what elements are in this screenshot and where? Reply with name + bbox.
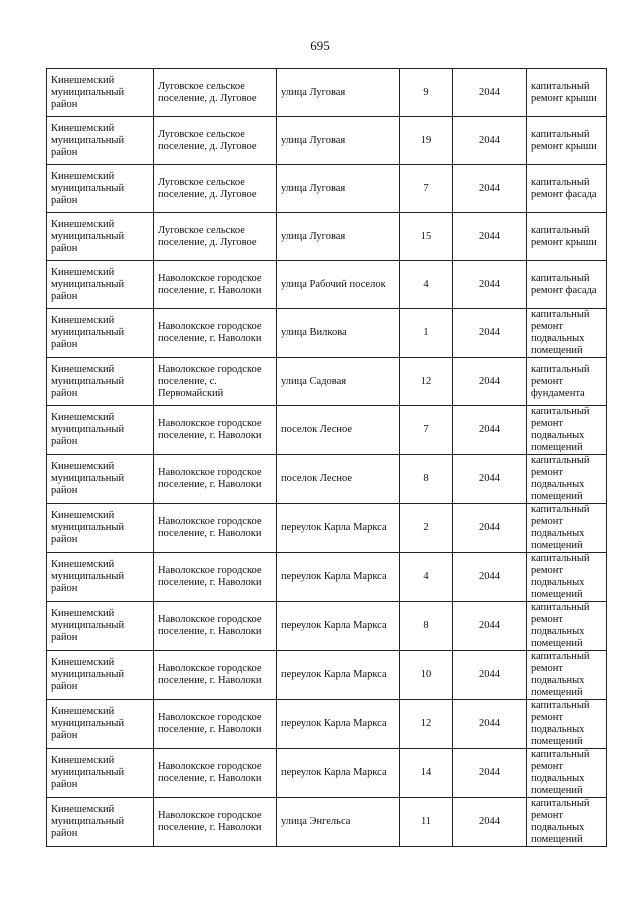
repair-schedule-table bbox=[46, 68, 607, 847]
year-cell: 2044 bbox=[453, 406, 527, 455]
house-number-cell: 7 bbox=[400, 406, 453, 455]
house-number-cell: 9 bbox=[400, 69, 453, 117]
district-cell: Кинешемский муниципальный район bbox=[47, 602, 154, 651]
year-cell: 2044 bbox=[453, 749, 527, 798]
work-type-cell: капитальный ремонт крыши bbox=[527, 117, 607, 165]
table-row bbox=[47, 700, 607, 749]
year-cell: 2044 bbox=[453, 553, 527, 602]
table-body bbox=[47, 69, 607, 847]
work-type-cell: капитальный ремонт подвальных помещений bbox=[527, 455, 607, 504]
work-type-cell: капитальный ремонт подвальных помещений bbox=[527, 700, 607, 749]
street-cell: улица Вилкова bbox=[277, 309, 400, 358]
district-cell: Кинешемский муниципальный район bbox=[47, 213, 154, 261]
year-cell: 2044 bbox=[453, 602, 527, 651]
work-type-cell: капитальный ремонт фундамента bbox=[527, 358, 607, 406]
settlement-cell: Наволокское городское поселение, г. Наволоки bbox=[154, 798, 277, 847]
table-row bbox=[47, 749, 607, 798]
year-cell: 2044 bbox=[453, 117, 527, 165]
district-cell: Кинешемский муниципальный район bbox=[47, 651, 154, 700]
street-cell: улица Луговая bbox=[277, 165, 400, 213]
street-cell: улица Садовая bbox=[277, 358, 400, 406]
settlement-cell: Наволокское городское поселение, г. Наволоки bbox=[154, 700, 277, 749]
district-cell: Кинешемский муниципальный район bbox=[47, 553, 154, 602]
settlement-cell: Наволокское городское поселение, с. Первомайский bbox=[154, 358, 277, 406]
district-cell: Кинешемский муниципальный район bbox=[47, 69, 154, 117]
table-row bbox=[47, 553, 607, 602]
house-number-cell: 4 bbox=[400, 553, 453, 602]
work-type-cell: капитальный ремонт фасада bbox=[527, 261, 607, 309]
district-cell: Кинешемский муниципальный район bbox=[47, 798, 154, 847]
year-cell: 2044 bbox=[453, 213, 527, 261]
year-cell: 2044 bbox=[453, 455, 527, 504]
year-cell: 2044 bbox=[453, 309, 527, 358]
house-number-cell: 12 bbox=[400, 700, 453, 749]
street-cell: переулок Карла Маркса bbox=[277, 504, 400, 553]
house-number-cell: 19 bbox=[400, 117, 453, 165]
year-cell: 2044 bbox=[453, 651, 527, 700]
settlement-cell: Наволокское городское поселение, г. Наволоки bbox=[154, 406, 277, 455]
table-row bbox=[47, 165, 607, 213]
house-number-cell: 12 bbox=[400, 358, 453, 406]
settlement-cell: Наволокское городское поселение, г. Наволоки bbox=[154, 553, 277, 602]
district-cell: Кинешемский муниципальный район bbox=[47, 358, 154, 406]
table-row bbox=[47, 602, 607, 651]
house-number-cell: 14 bbox=[400, 749, 453, 798]
street-cell: переулок Карла Маркса bbox=[277, 651, 400, 700]
table-row bbox=[47, 309, 607, 358]
settlement-cell: Наволокское городское поселение, г. Наволоки bbox=[154, 651, 277, 700]
house-number-cell: 11 bbox=[400, 798, 453, 847]
settlement-cell: Наволокское городское поселение, г. Наволоки bbox=[154, 455, 277, 504]
street-cell: улица Луговая bbox=[277, 117, 400, 165]
street-cell: переулок Карла Маркса bbox=[277, 553, 400, 602]
table-row bbox=[47, 261, 607, 309]
work-type-cell: капитальный ремонт подвальных помещений bbox=[527, 504, 607, 553]
work-type-cell: капитальный ремонт подвальных помещений bbox=[527, 798, 607, 847]
settlement-cell: Наволокское городское поселение, г. Наволоки bbox=[154, 602, 277, 651]
house-number-cell: 8 bbox=[400, 602, 453, 651]
table-row bbox=[47, 117, 607, 165]
work-type-cell: капитальный ремонт подвальных помещений bbox=[527, 651, 607, 700]
house-number-cell: 4 bbox=[400, 261, 453, 309]
year-cell: 2044 bbox=[453, 700, 527, 749]
work-type-cell: капитальный ремонт крыши bbox=[527, 69, 607, 117]
street-cell: улица Луговая bbox=[277, 213, 400, 261]
district-cell: Кинешемский муниципальный район bbox=[47, 261, 154, 309]
district-cell: Кинешемский муниципальный район bbox=[47, 406, 154, 455]
settlement-cell: Наволокское городское поселение, г. Наволоки bbox=[154, 749, 277, 798]
year-cell: 2044 bbox=[453, 165, 527, 213]
work-type-cell: капитальный ремонт подвальных помещений bbox=[527, 602, 607, 651]
street-cell: улица Рабочий поселок bbox=[277, 261, 400, 309]
work-type-cell: капитальный ремонт подвальных помещений bbox=[527, 406, 607, 455]
district-cell: Кинешемский муниципальный район bbox=[47, 455, 154, 504]
table-row bbox=[47, 213, 607, 261]
table-row bbox=[47, 406, 607, 455]
district-cell: Кинешемский муниципальный район bbox=[47, 504, 154, 553]
street-cell: переулок Карла Маркса bbox=[277, 602, 400, 651]
year-cell: 2044 bbox=[453, 358, 527, 406]
settlement-cell: Наволокское городское поселение, г. Наволоки bbox=[154, 261, 277, 309]
table-row bbox=[47, 455, 607, 504]
settlement-cell: Луговское сельское поселение, д. Луговое bbox=[154, 213, 277, 261]
street-cell: переулок Карла Маркса bbox=[277, 749, 400, 798]
settlement-cell: Луговское сельское поселение, д. Луговое bbox=[154, 117, 277, 165]
district-cell: Кинешемский муниципальный район bbox=[47, 700, 154, 749]
house-number-cell: 7 bbox=[400, 165, 453, 213]
work-type-cell: капитальный ремонт подвальных помещений bbox=[527, 309, 607, 358]
house-number-cell: 15 bbox=[400, 213, 453, 261]
page-number: 695 bbox=[310, 38, 330, 53]
house-number-cell: 1 bbox=[400, 309, 453, 358]
year-cell: 2044 bbox=[453, 261, 527, 309]
work-type-cell: капитальный ремонт подвальных помещений bbox=[527, 553, 607, 602]
settlement-cell: Луговское сельское поселение, д. Луговое bbox=[154, 165, 277, 213]
work-type-cell: капитальный ремонт подвальных помещений bbox=[527, 749, 607, 798]
street-cell: переулок Карла Маркса bbox=[277, 700, 400, 749]
settlement-cell: Наволокское городское поселение, г. Наволоки bbox=[154, 504, 277, 553]
table-row bbox=[47, 798, 607, 847]
house-number-cell: 10 bbox=[400, 651, 453, 700]
district-cell: Кинешемский муниципальный район bbox=[47, 165, 154, 213]
settlement-cell: Наволокское городское поселение, г. Наволоки bbox=[154, 309, 277, 358]
year-cell: 2044 bbox=[453, 798, 527, 847]
district-cell: Кинешемский муниципальный район bbox=[47, 749, 154, 798]
work-type-cell: капитальный ремонт крыши bbox=[527, 213, 607, 261]
street-cell: поселок Лесное bbox=[277, 455, 400, 504]
street-cell: улица Луговая bbox=[277, 69, 400, 117]
house-number-cell: 2 bbox=[400, 504, 453, 553]
settlement-cell: Луговское сельское поселение, д. Луговое bbox=[154, 69, 277, 117]
table-row bbox=[47, 504, 607, 553]
district-cell: Кинешемский муниципальный район bbox=[47, 309, 154, 358]
house-number-cell: 8 bbox=[400, 455, 453, 504]
table-row bbox=[47, 358, 607, 406]
table-row bbox=[47, 69, 607, 117]
year-cell: 2044 bbox=[453, 504, 527, 553]
street-cell: улица Энгельса bbox=[277, 798, 400, 847]
district-cell: Кинешемский муниципальный район bbox=[47, 117, 154, 165]
street-cell: поселок Лесное bbox=[277, 406, 400, 455]
table-row bbox=[47, 651, 607, 700]
year-cell: 2044 bbox=[453, 69, 527, 117]
work-type-cell: капитальный ремонт фасада bbox=[527, 165, 607, 213]
